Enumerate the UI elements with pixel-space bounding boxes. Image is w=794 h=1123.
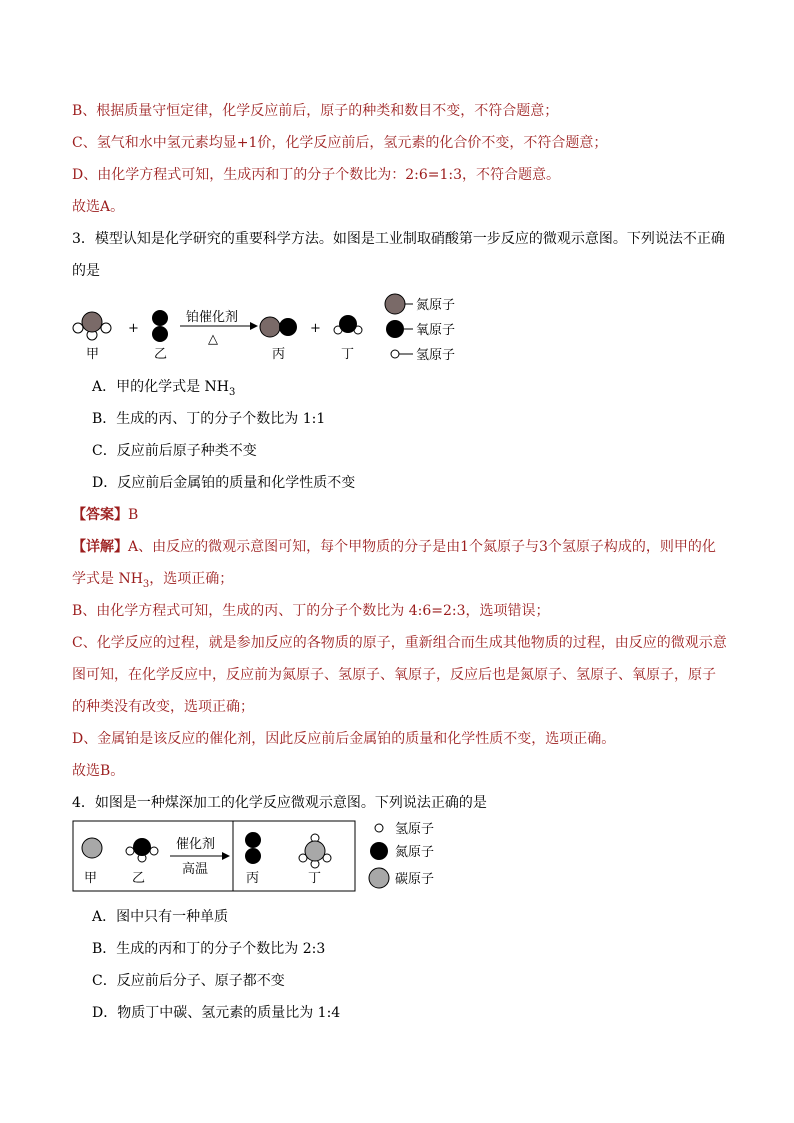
q3-option-b: B．生成的丙、丁的分子个数比为 1:1 [92,411,326,427]
q3-molecule-yi [152,310,168,342]
q4-carbon-atom [82,838,102,858]
q4-molecule-bing [245,832,261,864]
prev-choose: 故选A。 [72,199,125,215]
q3-detail-c3: 的种类没有改变，选项正确； [72,699,254,715]
prev-explain-c: C、氢气和水中氢元素均显+1价，化学反应前后，氢元素的化合价不变，不符合题意； [72,135,608,151]
q3-label-yi: 乙 [154,347,168,362]
q4-label-yi: 乙 [132,871,146,886]
q4-legend-c: 碳原子 [395,872,435,887]
prev-explain-d: D、由化学方程式可知，生成丙和丁的分子个数比为：2:6=1:3，不符合题意。 [72,167,561,183]
q4-legend-h: 氢原子 [395,822,435,837]
q3-detail-c1: C、化学反应的过程，就是参加反应的各物质的原子，重新组合而生成其他物质的过程，由反应的微观示意 [72,635,727,651]
q4-option-b: B．生成的丙和丁的分子个数比为 2:3 [92,941,326,957]
q3-molecule-ding [334,315,362,334]
q3-detail-c2: 图可知，在化学反应中，反应前为氮原子、氢原子、氧原子，反应后也是氮原子、氢原子、氧原子，原子 [72,667,716,683]
q3-choose: 故选B。 [72,763,125,779]
q3-legend-o: 氧原子 [416,323,456,338]
q4-legend [369,822,434,888]
q3-label-bing: 丙 [272,347,286,362]
q4-stem: 4．如图是一种煤深加工的化学反应微观示意图。下列说法正确的是 [72,795,487,811]
q3-plus-2: + [310,321,321,336]
q3-molecule-bing [260,317,297,337]
q3-legend [385,294,455,363]
q3-detail-a1: 【详解】A、由反应的微观示意图可知，每个甲物质的分子是由1个氮原子与3个氢原子构成的，则甲的化 [72,539,716,555]
q4-label-ding: 丁 [308,871,322,886]
q3-arrow-catalyst: 铂催化剂 [186,310,239,325]
q4-legend-n: 氮原子 [395,845,435,860]
q3-legend-n: 氮原子 [416,298,456,313]
q3-label-jia: 甲 [86,347,100,362]
q3-detail-b: B、由化学方程式可知，生成的丙、丁的分子个数比为 4:6=2:3，选项错误； [72,603,550,619]
q4-label-jia: 甲 [84,871,98,886]
q4-option-a: A．图中只有一种单质 [92,909,229,925]
q3-reaction-diagram [68,288,488,368]
q4-reaction-diagram [70,818,450,898]
q3-arrow-heat: △ [208,332,218,347]
q4-label-bing: 丙 [246,871,260,886]
q3-stem-line2: 的是 [72,263,100,279]
q4-molecule-ding [299,834,331,868]
q4-molecule-yi [126,838,158,862]
q3-legend-h: 氢原子 [416,348,456,363]
q3-stem-line1: 3．模型认知是化学研究的重要科学方法。如图是工业制取硝酸第一步反应的微观示意图。下列说法不正确 [72,231,725,247]
q3-option-d: D．反应前后金属铂的质量和化学性质不变 [92,475,356,491]
q4-option-d: D．物质丁中碳、氢元素的质量比为 1:4 [92,1005,341,1021]
q3-label-ding: 丁 [341,347,355,362]
q3-option-c: C．反应前后原子种类不变 [92,443,257,459]
q4-arrow-heat: 高温 [182,862,209,877]
q4-arrow-head [222,852,230,860]
q3-plus-1: + [128,321,139,336]
q3-molecule-jia [73,312,111,340]
q3-option-a: A．甲的化学式是 $NH_3$ [92,379,236,398]
prev-explain-b: B、根据质量守恒定律，化学反应前后，原子的种类和数目不变，不符合题意； [72,103,559,119]
q3-arrow-head [250,322,258,330]
q3-detail-a2: 学式是 $NH_3$，选项正确； [72,571,234,590]
q4-arrow-catalyst: 催化剂 [176,837,216,852]
q3-answer: 【答案】B [72,507,139,523]
q3-detail-d: D、金属铂是该反应的催化剂，因此反应前后金属铂的质量和化学性质不变，选项正确。 [72,731,616,747]
q4-option-c: C．反应前后分子、原子都不变 [92,973,285,989]
